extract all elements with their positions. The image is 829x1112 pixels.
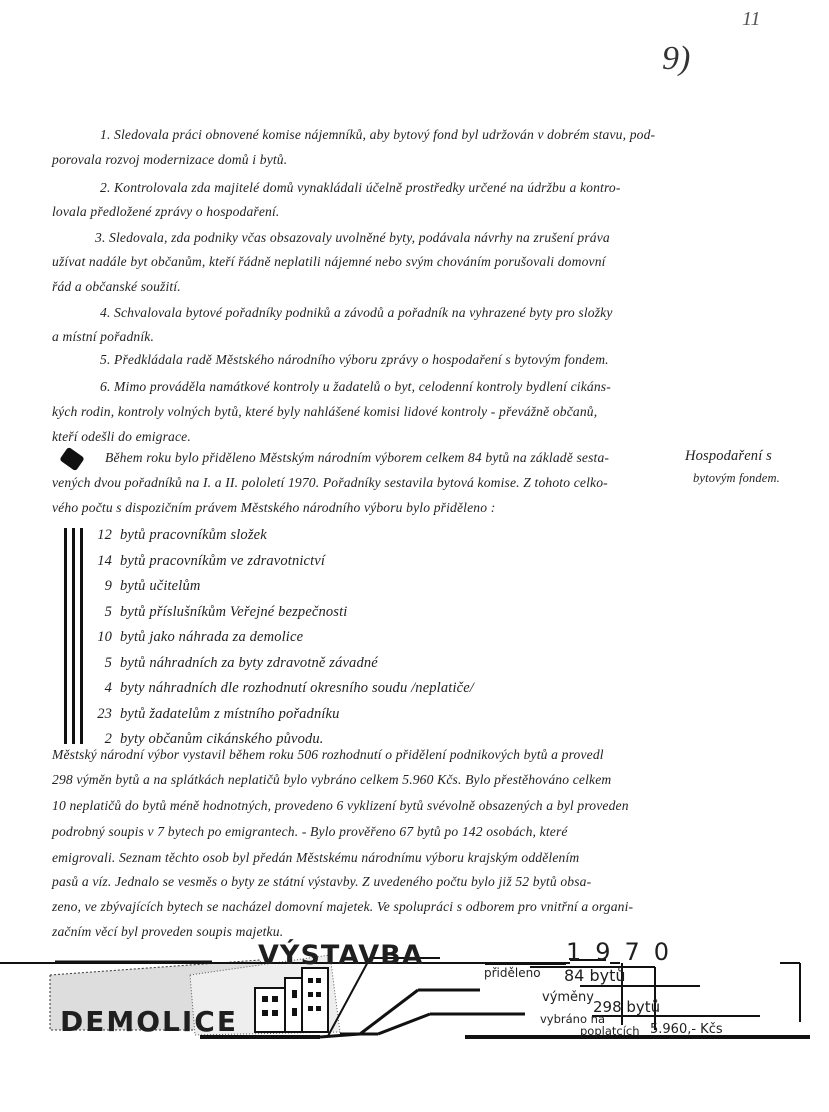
text-line: porovala rozvoj modernizace domů i bytů. bbox=[52, 152, 288, 167]
collected-value: 5.960,- Kčs bbox=[650, 1022, 723, 1037]
text-line: kých rodin, kontroly volných bytů, které byly nahlášené komisi lidové kontroly - převážně občanů, bbox=[52, 404, 598, 419]
demolition-title: DEMOLICE bbox=[60, 1005, 238, 1038]
year: 1970 bbox=[566, 938, 684, 966]
collected-label-1: vybráno na bbox=[540, 1012, 606, 1026]
text-line: vených dvou pořadníků na I. a II. pololetí 1970. Pořadníky sestavila bytová komise. Z tohoto celko- bbox=[52, 475, 608, 490]
allocation-count: 12 bbox=[97, 527, 112, 543]
text-line: zeno, ve zbývajících bytech se nacházel domovní majetek. Ve spolupráci s odborem pro vnitřní a organi- bbox=[52, 899, 634, 914]
allocation-count: 10 bbox=[97, 629, 112, 645]
text-line: vého počtu s dispozičním právem Městského národního výboru bylo přiděleno : bbox=[52, 500, 496, 515]
text-line: 6. Mimo prováděla namátkové kontroly u žadatelů o byt, celodenní kontroly bydlení cikáns- bbox=[100, 379, 611, 394]
text-line: řád a občanské soužití. bbox=[52, 279, 181, 294]
text-line: lovala předložené zprávy o hospodaření. bbox=[52, 204, 280, 219]
text-line: začním věcí byl proveden soupis majetku. bbox=[52, 924, 284, 939]
allocation-text: bytů pracovníkům ve zdravotnictví bbox=[120, 552, 326, 569]
allocated-label: přiděleno bbox=[484, 966, 541, 980]
allocated-value: 84 bytů bbox=[564, 966, 626, 985]
text-line: kteří odešli do emigrace. bbox=[52, 429, 191, 444]
allocation-text: bytů pracovníkům složek bbox=[120, 527, 267, 543]
allocation-count: 14 bbox=[97, 552, 112, 569]
text-line: užívat nadále byt občanům, kteří řádně neplatili nájemné nebo svým chováním porušovali domovní bbox=[52, 254, 606, 269]
allocation-count: 2 bbox=[104, 731, 112, 747]
text-line: podrobný soupis v 7 bytech po emigrantech. - Bylo prověřeno 67 bytů po 142 osobách, které bbox=[52, 824, 568, 839]
margin-note-1: Hospodaření s bbox=[685, 448, 772, 464]
text-line: pasů a víz. Jednalo se vesměs o byty ze státní výstavby. Z uvedeného počtu bylo již 52 bytů obsa- bbox=[52, 874, 592, 889]
allocation-count: 9 bbox=[104, 578, 112, 594]
text-line: Městský národní výbor vystavil během roku 506 rozhodnutí o přidělení podnikových bytů a provedl bbox=[52, 747, 604, 762]
text-line: 3. Sledovala, zda podniky včas obsazovaly uvolněné byty, podávala návrhy na zrušení práva bbox=[95, 230, 610, 245]
text-line: 2. Kontrolovala zda majitelé domů vynakládali účelně prostředky určené na údržbu a kontro- bbox=[100, 180, 621, 195]
text-line: 10 neplatičů do bytů méně hodnotných, provedeno 6 vyklizení bytů svévolně obsazených a byl proveden bbox=[52, 798, 629, 813]
text-line: 1. Sledovala práci obnovené komise nájemníků, aby bytový fond byl udržován v dobrém stavu, pod- bbox=[100, 127, 656, 142]
allocation-count: 4 bbox=[104, 680, 112, 696]
construction-title: VÝSTAVBA bbox=[258, 940, 424, 971]
exchanges-label: výměny bbox=[542, 990, 594, 1005]
text-line: 4. Schvalovala bytové pořadníky podniků a závodů a pořadník na vyhrazené byty pro složky bbox=[100, 305, 613, 320]
allocation-text: bytů náhradních za byty zdravotně závadné bbox=[120, 654, 378, 671]
allocation-text: byty občanům cikánského původu. bbox=[120, 731, 324, 747]
text-line: Během roku bylo přiděleno Městským národním výborem celkem 84 bytů na základě sesta- bbox=[105, 450, 610, 465]
exchanges-value: 298 bytů bbox=[593, 998, 661, 1016]
allocation-count: 23 bbox=[97, 705, 112, 722]
text-line: 298 výměn bytů a na splátkách neplatičů bylo vybráno celkem 5.960 Kčs. Bylo přestěhováno celkem bbox=[52, 772, 612, 787]
allocation-count: 5 bbox=[104, 654, 112, 671]
text-line: 5. Předkládala radě Městského národního výboru zprávy o hospodaření s bytovým fondem. bbox=[100, 352, 609, 367]
page-number: 11 bbox=[742, 8, 761, 30]
collected-label-2: poplatcích bbox=[580, 1024, 640, 1038]
allocation-text: bytů žadatelům z místního pořadníku bbox=[120, 705, 340, 722]
allocation-count: 5 bbox=[104, 603, 112, 620]
allocation-text: bytů jako náhrada za demolice bbox=[120, 629, 304, 645]
margin-note-2: bytovým fondem. bbox=[693, 471, 780, 485]
allocation-text: byty náhradních dle rozhodnutí okresního soudu /neplatiče/ bbox=[120, 680, 474, 696]
sheet-number: 9) bbox=[662, 40, 691, 77]
text-line: emigrovali. Seznam těchto osob byl předán Městskému národnímu výboru krajským oddělením bbox=[52, 850, 580, 865]
allocation-text: bytů příslušníkům Veřejné bezpečnosti bbox=[120, 603, 348, 620]
text-line: a místní pořadník. bbox=[52, 329, 155, 344]
allocation-text: bytů učitelům bbox=[120, 578, 201, 594]
